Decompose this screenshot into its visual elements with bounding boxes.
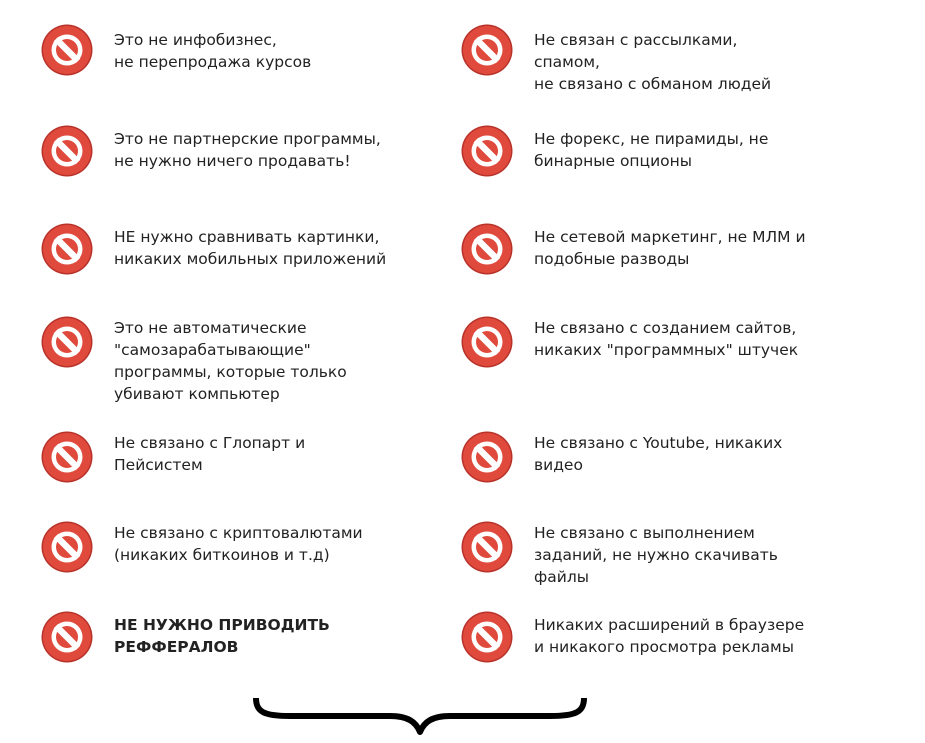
no-entry-icon bbox=[460, 315, 514, 369]
no-entry-icon bbox=[460, 610, 514, 664]
item-text: Никаких расширений в браузере и никакого просмотра рекламы bbox=[534, 616, 805, 656]
no-entry-icon bbox=[460, 23, 514, 77]
no-entry-icon bbox=[40, 124, 94, 178]
no-entry-icon bbox=[40, 23, 94, 77]
no-entry-icon bbox=[460, 430, 514, 484]
item-text: Не связано с криптовалютами (никаких биткоинов и т.д) bbox=[114, 524, 363, 564]
no-entry-icon bbox=[40, 520, 94, 574]
item-text: Это не автоматические "самозарабатывающие" программы, которые только убивают компьютер bbox=[114, 319, 347, 403]
no-entry-icon bbox=[40, 315, 94, 369]
item-text: Не связано с Youtube, никаких видео bbox=[534, 434, 783, 474]
item-text: Не связано с Глопарт и Пейсистем bbox=[114, 434, 306, 474]
item-text: Не сетевой маркетинг, не МЛМ и подобные разводы bbox=[534, 228, 806, 268]
item-text: НЕ нужно сравнивать картинки, никаких мобильных приложений bbox=[114, 228, 387, 268]
no-entry-icon bbox=[40, 222, 94, 276]
item-text: Это не партнерские программы, не нужно ничего продавать! bbox=[114, 130, 381, 170]
item-text: Это не инфобизнес, не перепродажа курсов bbox=[114, 31, 312, 71]
no-entry-icon bbox=[460, 520, 514, 574]
curly-brace-divider bbox=[250, 690, 590, 743]
item-text: НЕ НУЖНО ПРИВОДИТЬ РЕФФЕРАЛОВ bbox=[114, 616, 330, 656]
item-text: Не связано с выполнением заданий, не нужно скачивать файлы bbox=[534, 524, 778, 586]
no-entry-icon bbox=[460, 124, 514, 178]
no-entry-icon bbox=[460, 222, 514, 276]
item-text: Не форекс, не пирамиды, не бинарные опционы bbox=[534, 130, 769, 170]
item-text: Не связан с рассылками, спамом, не связано с обманом людей bbox=[534, 31, 772, 93]
item-text: Не связано с созданием сайтов, никаких "программных" штучек bbox=[534, 319, 799, 359]
no-entry-icon bbox=[40, 610, 94, 664]
no-entry-icon bbox=[40, 430, 94, 484]
